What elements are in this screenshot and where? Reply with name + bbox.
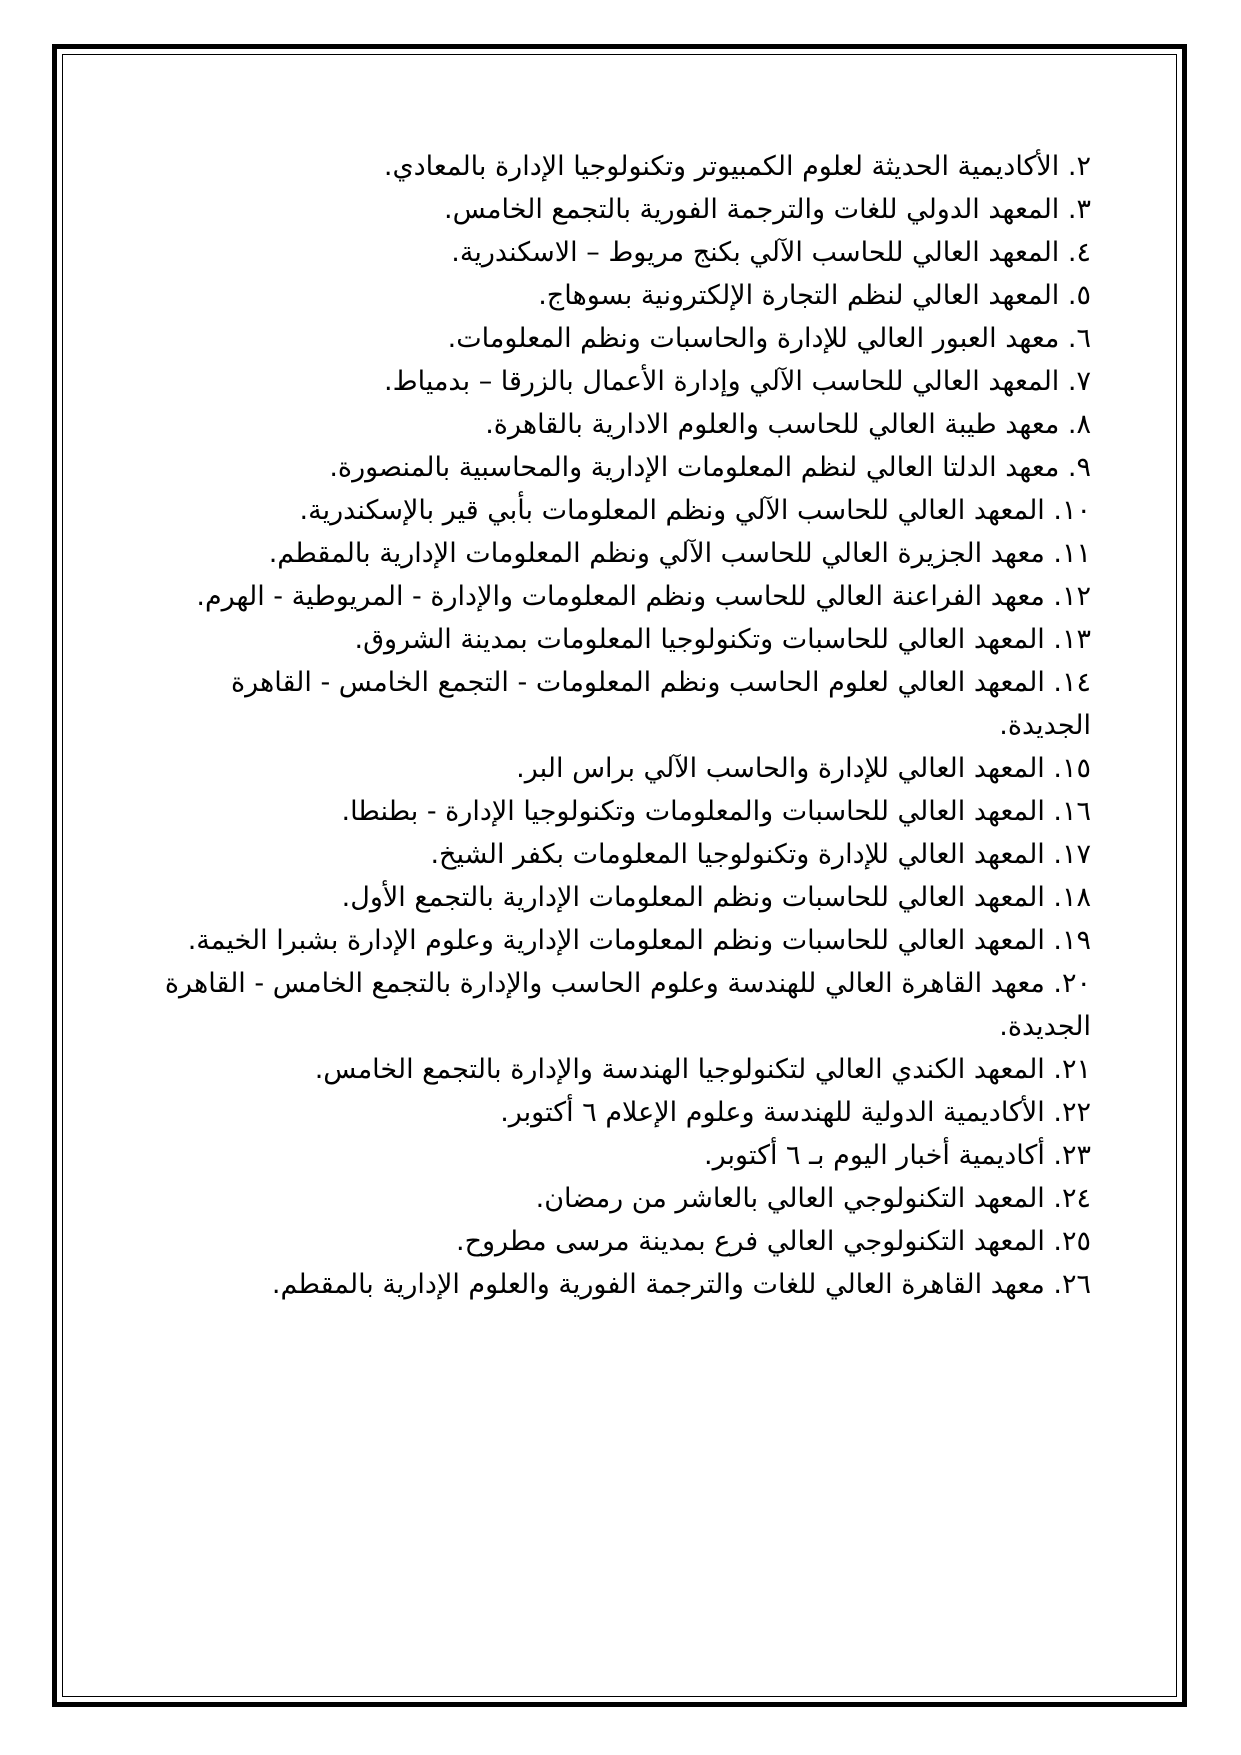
list-item: ١٩. المعهد العالي للحاسبات ونظم المعلومات الإدارية وعلوم الإدارة بشبرا الخيمة. — [187, 925, 1091, 956]
list-item: ٢٦. معهد القاهرة العالي للغات والترجمة الفورية والعلوم الإدارية بالمقطم. — [271, 1269, 1091, 1300]
list-item: ١٦. المعهد العالي للحاسبات والمعلومات وتكنولوجيا الإدارة - بطنطا. — [341, 796, 1091, 827]
list-item: ٢. الأكاديمية الحديثة لعلوم الكمبيوتر وتكنولوجيا الإدارة بالمعادي. — [383, 151, 1091, 182]
list-item: ٢٥. المعهد التكنولوجي العالي فرع بمدينة مرسى مطروح. — [455, 1226, 1091, 1257]
list-item: ٦. معهد العبور العالي للإدارة والحاسبات ونظم المعلومات. — [447, 323, 1091, 354]
list-item: ١٢. معهد الفراعنة العالي للحاسب ونظم المعلومات والإدارة - المريوطية - الهرم. — [196, 581, 1091, 612]
list-item: ٣. المعهد الدولي للغات والترجمة الفورية بالتجمع الخامس. — [444, 194, 1091, 225]
list-item: ٥. المعهد العالي لنظم التجارة الإلكترونية بسوهاج. — [538, 280, 1091, 311]
institutes-list — [146, 145, 1091, 1306]
list-item: ١٨. المعهد العالي للحاسبات ونظم المعلومات الإدارية بالتجمع الأول. — [341, 882, 1091, 913]
list-item: ٢٣. أكاديمية أخبار اليوم بـ ٦ أكتوبر. — [704, 1140, 1091, 1171]
list-item: ١٧. المعهد العالي للإدارة وتكنولوجيا المعلومات بكفر الشيخ. — [430, 839, 1091, 870]
list-item: ١٣. المعهد العالي للحاسبات وتكنولوجيا المعلومات بمدينة الشروق. — [354, 624, 1091, 655]
list-item: ٤. المعهد العالي للحاسب الآلي بكنج مريوط – الاسكندرية. — [451, 237, 1091, 268]
list-item: ١٤. المعهد العالي لعلوم الحاسب ونظم المعلومات - التجمع الخامس - القاهرة الجديدة. — [230, 667, 1091, 741]
list-item: ١٥. المعهد العالي للإدارة والحاسب الآلي براس البر. — [516, 753, 1091, 784]
list-item: ٩. معهد الدلتا العالي لنظم المعلومات الإدارية والمحاسبية بالمنصورة. — [329, 452, 1091, 483]
list-item: ٨. معهد طيبة العالي للحاسب والعلوم الادارية بالقاهرة. — [485, 409, 1091, 440]
list-item: ٢٢. الأكاديمية الدولية للهندسة وعلوم الإعلام ٦ أكتوبر. — [500, 1097, 1091, 1128]
list-item: ٢٠. معهد القاهرة العالي للهندسة وعلوم الحاسب والإدارة بالتجمع الخامس - القاهرة الجديدة. — [164, 968, 1091, 1042]
list-item: ١٠. المعهد العالي للحاسب الآلي ونظم المعلومات بأبي قير بالإسكندرية. — [299, 495, 1091, 526]
list-item: ١١. معهد الجزيرة العالي للحاسب الآلي ونظم المعلومات الإدارية بالمقطم. — [268, 538, 1091, 569]
list-item: ٢٤. المعهد التكنولوجي العالي بالعاشر من رمضان. — [535, 1183, 1091, 1214]
list-item: ٢١. المعهد الكندي العالي لتكنولوجيا الهندسة والإدارة بالتجمع الخامس. — [314, 1054, 1091, 1085]
list-item: ٧. المعهد العالي للحاسب الآلي وإدارة الأعمال بالزرقا – بدمياط. — [384, 366, 1091, 397]
